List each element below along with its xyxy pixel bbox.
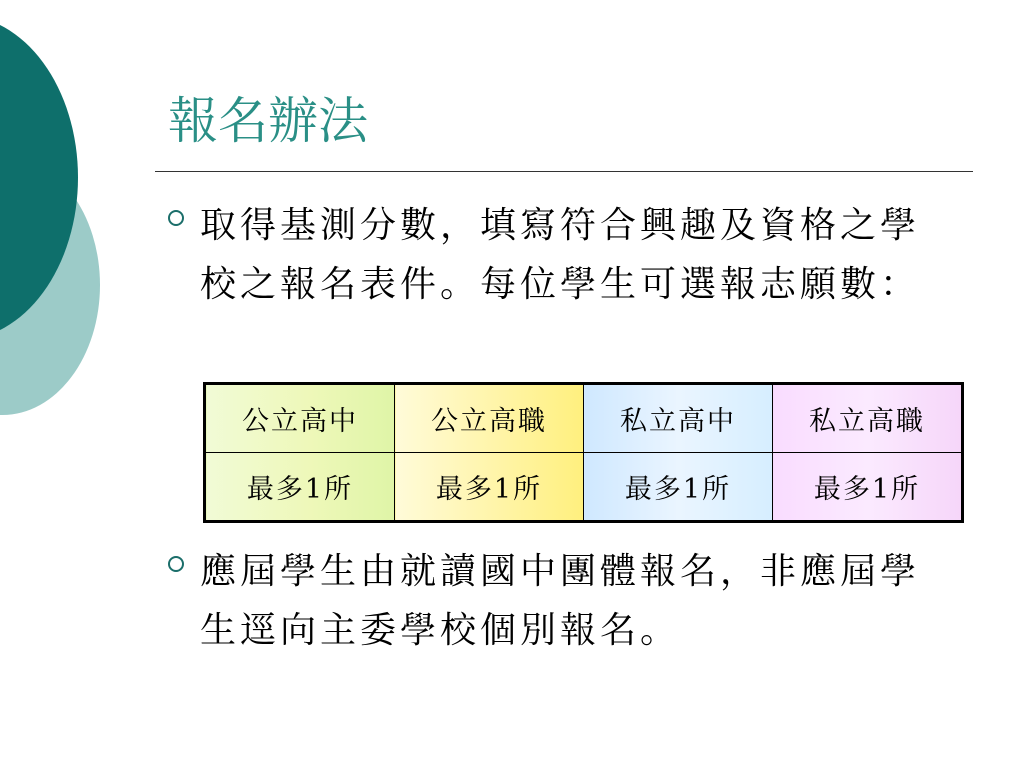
table-cell: 最多1所 <box>584 453 773 522</box>
table-row <box>205 453 963 522</box>
table-header-row <box>205 384 963 453</box>
table-header-cell: 公立高中 <box>205 384 395 453</box>
bullet-text: 應屆學生由就讀國中團體報名，非應屆學生逕向主委學校個別報名。 <box>200 551 921 651</box>
circle-bullet-icon <box>168 210 184 226</box>
table-cell: 最多1所 <box>205 453 395 522</box>
table-header-cell: 私立高職 <box>773 384 963 453</box>
slide-title: 報名辦法 <box>168 92 368 150</box>
table-header-cell: 私立高中 <box>584 384 773 453</box>
application-limits-table <box>203 382 964 523</box>
bullet-text: 取得基測分數，填寫符合興趣及資格之學校之報名表件。每位學生可選報志願數： <box>200 205 921 305</box>
table-cell: 最多1所 <box>395 453 584 522</box>
bullet-item <box>168 542 940 660</box>
table-header-cell: 公立高職 <box>395 384 584 453</box>
title-divider <box>155 171 973 172</box>
table-cell: 最多1所 <box>773 453 963 522</box>
circle-bullet-icon <box>168 556 184 572</box>
bullet-item <box>168 196 940 314</box>
